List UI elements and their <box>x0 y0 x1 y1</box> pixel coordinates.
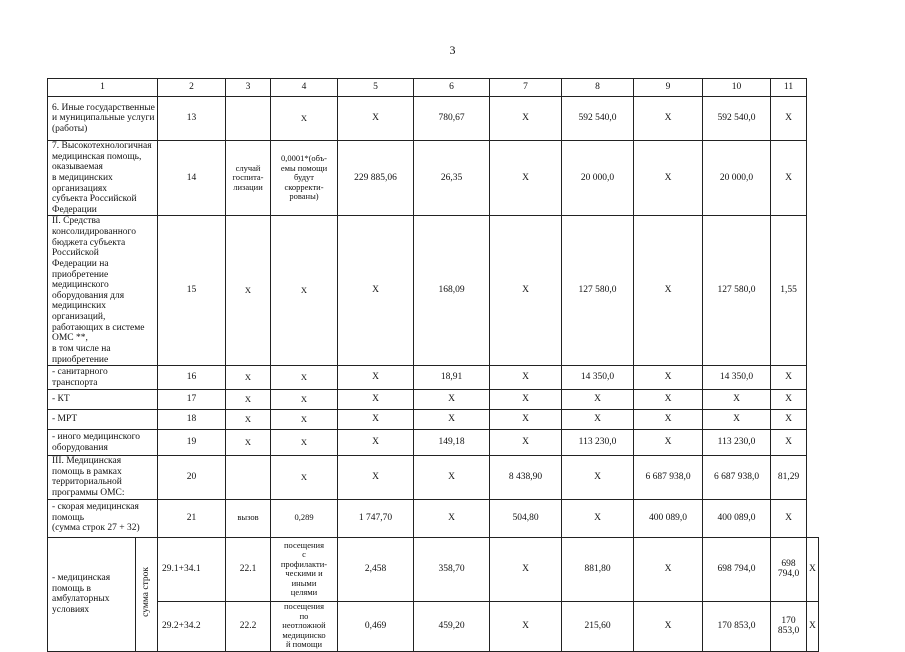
cell-c11: X <box>771 390 807 410</box>
cell-c5: X <box>338 430 414 456</box>
table-row <box>48 430 819 456</box>
cell-c6: X <box>490 601 562 651</box>
cell-c6: 26,35 <box>414 141 490 216</box>
cell-c3: посещения с профилакти- ческими и иными целями <box>271 537 338 601</box>
header-cell-4: 4 <box>271 79 338 97</box>
cell-c3: вызов <box>226 499 271 537</box>
cell-c11: X <box>771 366 807 390</box>
cell-c6: 149,18 <box>414 430 490 456</box>
cell-c4: 0,289 <box>271 499 338 537</box>
cell-c8: X <box>634 537 703 601</box>
cell-c2: 20 <box>158 456 226 500</box>
cell-c8: X <box>562 456 634 500</box>
cell-c8: 127 580,0 <box>562 216 634 366</box>
cell-c10: 14 350,0 <box>703 366 771 390</box>
cell-c9: X <box>634 141 703 216</box>
cell-c2: 18 <box>158 410 226 430</box>
header-row <box>48 79 819 97</box>
cell-c5: X <box>338 410 414 430</box>
cell-c2: 22.1 <box>226 537 271 601</box>
cell-c3: X <box>226 216 271 366</box>
cell-c5: 358,70 <box>414 537 490 601</box>
cell-c9: X <box>634 410 703 430</box>
vertical-label: сумма строк <box>141 567 152 618</box>
statistics-table <box>47 78 819 652</box>
cell-c3: посещения по неотложной медицинско й помощи <box>271 601 338 651</box>
cell-c8: X <box>562 410 634 430</box>
cell-c11: X <box>771 97 807 141</box>
cell-c11: X <box>807 537 819 601</box>
cell-c4: X <box>271 366 338 390</box>
cell-c3: X <box>226 430 271 456</box>
row-name-cell: - КТ <box>48 390 158 410</box>
cell-c3 <box>226 97 271 141</box>
cell-c6: 780,67 <box>414 97 490 141</box>
row-name-cell: - МРТ <box>48 410 158 430</box>
header-cell-6: 6 <box>414 79 490 97</box>
cell-c9: 698 794,0 <box>703 537 771 601</box>
cell-c5: X <box>338 456 414 500</box>
cell-c5: 1 747,70 <box>338 499 414 537</box>
row-name-cell: - иного медицинского оборудования <box>48 430 158 456</box>
row-name-cell: - медицинская помощь в амбулаторных условиях <box>48 537 136 651</box>
cell-c11: X <box>807 601 819 651</box>
cell-c3: X <box>226 366 271 390</box>
cell-c11: X <box>771 499 807 537</box>
cell-c7: 504,80 <box>490 499 562 537</box>
cell-c10: 127 580,0 <box>703 216 771 366</box>
header-cell-9: 9 <box>634 79 703 97</box>
cell-c7: X <box>490 366 562 390</box>
cell-c6: X <box>414 499 490 537</box>
cell-c2: 13 <box>158 97 226 141</box>
vertical-label-cell <box>136 537 158 651</box>
cell-c4: 2,458 <box>338 537 414 601</box>
header-cell-8: 8 <box>562 79 634 97</box>
cell-c8: 592 540,0 <box>562 97 634 141</box>
row-name-cell: II. Средства консолидированного бюджета субъекта Российской Федерации на приобретение медицинского оборудования для медицинских организаций, работающих в системе ОМС **, в том числе на приобретение <box>48 216 158 366</box>
cell-c10: 698 794,0 <box>771 537 807 601</box>
header-cell-2: 2 <box>158 79 226 97</box>
cell-c7: 8 438,90 <box>490 456 562 500</box>
cell-c5: X <box>338 366 414 390</box>
cell-c7: 881,80 <box>562 537 634 601</box>
cell-c2: 15 <box>158 216 226 366</box>
cell-c7: X <box>490 97 562 141</box>
table-row <box>48 456 819 500</box>
cell-c11: X <box>771 141 807 216</box>
cell-c2: 14 <box>158 141 226 216</box>
cell-c7: X <box>490 430 562 456</box>
cell-c2: 19 <box>158 430 226 456</box>
cell-c5: X <box>338 97 414 141</box>
cell-c9: X <box>634 366 703 390</box>
cell-c10: 113 230,0 <box>703 430 771 456</box>
table-row <box>48 216 819 366</box>
cell-c8: X <box>562 499 634 537</box>
header-cell-3: 3 <box>226 79 271 97</box>
row-name-cell: - санитарного транспорта <box>48 366 158 390</box>
cell-c4: 0,0001*(объ- емы помощи будут скорректи- рованы) <box>271 141 338 216</box>
cell-c7: 215,60 <box>562 601 634 651</box>
cell-c6: X <box>414 390 490 410</box>
table-row <box>48 366 819 390</box>
cell-c9: X <box>634 390 703 410</box>
cell-c2: 21 <box>158 499 226 537</box>
row-name-cell: 7. Высокотехнологичная медицинская помощь, оказываемая в медицинских организациях субъекта Российской Федерации <box>48 141 158 216</box>
cell-c10: 20 000,0 <box>703 141 771 216</box>
cell-c2: 22.2 <box>226 601 271 651</box>
cell-c11: 1,55 <box>771 216 807 366</box>
cell-c9: X <box>634 430 703 456</box>
cell-c5: 229 885,06 <box>338 141 414 216</box>
cell-c8: X <box>634 601 703 651</box>
cell-c7: X <box>490 390 562 410</box>
cell-c3: X <box>226 390 271 410</box>
cell-c2: 17 <box>158 390 226 410</box>
cell-c10: X <box>703 410 771 430</box>
cell-c9: 170 853,0 <box>703 601 771 651</box>
cell-c5: X <box>338 390 414 410</box>
cell-c9: 400 089,0 <box>634 499 703 537</box>
row-name-cell: III. Медицинская помощь в рамках территориальной программы ОМС: <box>48 456 158 500</box>
cell-c6: X <box>414 456 490 500</box>
cell-c8: X <box>562 390 634 410</box>
cell-c7: X <box>490 216 562 366</box>
header-cell-11: 11 <box>771 79 807 97</box>
cell-c10: 400 089,0 <box>703 499 771 537</box>
cell-c10: 6 687 938,0 <box>703 456 771 500</box>
cell-c6: X <box>490 537 562 601</box>
cell-c6: 168,09 <box>414 216 490 366</box>
cell-c6: 18,91 <box>414 366 490 390</box>
cell-c7: X <box>490 141 562 216</box>
cell-c4: X <box>271 430 338 456</box>
cell-c8: 20 000,0 <box>562 141 634 216</box>
cell-c8: 14 350,0 <box>562 366 634 390</box>
table-row <box>48 499 819 537</box>
cell-c10: X <box>703 390 771 410</box>
cell-c4: X <box>271 456 338 500</box>
table-row <box>48 410 819 430</box>
header-cell-10: 10 <box>703 79 771 97</box>
cell-c6: X <box>414 410 490 430</box>
table-row <box>48 601 819 651</box>
row-name-cell: 6. Иные государственные и муниципальные услуги (работы) <box>48 97 158 141</box>
header-cell-7: 7 <box>490 79 562 97</box>
cell-c7: X <box>490 410 562 430</box>
cell-c5: X <box>338 216 414 366</box>
cell-c11: 81,29 <box>771 456 807 500</box>
table-row <box>48 141 819 216</box>
cell-c8: 113 230,0 <box>562 430 634 456</box>
page-number: 3 <box>449 43 456 57</box>
cell-c3: случай госпита- лизации <box>226 141 271 216</box>
ref-cell: 29.1+34.1 <box>158 537 226 601</box>
cell-c9: 6 687 938,0 <box>634 456 703 500</box>
cell-c4: X <box>271 390 338 410</box>
cell-c10: 592 540,0 <box>703 97 771 141</box>
cell-c9: X <box>634 97 703 141</box>
table-row <box>48 537 819 601</box>
cell-c10: 170 853,0 <box>771 601 807 651</box>
table-row <box>48 97 819 141</box>
cell-c11: X <box>771 430 807 456</box>
cell-c3 <box>226 456 271 500</box>
cell-c11: X <box>771 410 807 430</box>
cell-c2: 16 <box>158 366 226 390</box>
cell-c3: X <box>226 410 271 430</box>
ref-cell: 29.2+34.2 <box>158 601 226 651</box>
header-cell-1: 1 <box>48 79 158 97</box>
cell-c5: 459,20 <box>414 601 490 651</box>
cell-c9: X <box>634 216 703 366</box>
cell-c4: X <box>271 410 338 430</box>
cell-c4: X <box>271 216 338 366</box>
row-name-cell: - скорая медицинская помощь (сумма строк 27 + 32) <box>48 499 158 537</box>
cell-c4: 0,469 <box>338 601 414 651</box>
header-cell-5: 5 <box>338 79 414 97</box>
table-row <box>48 390 819 410</box>
cell-c4: X <box>271 97 338 141</box>
